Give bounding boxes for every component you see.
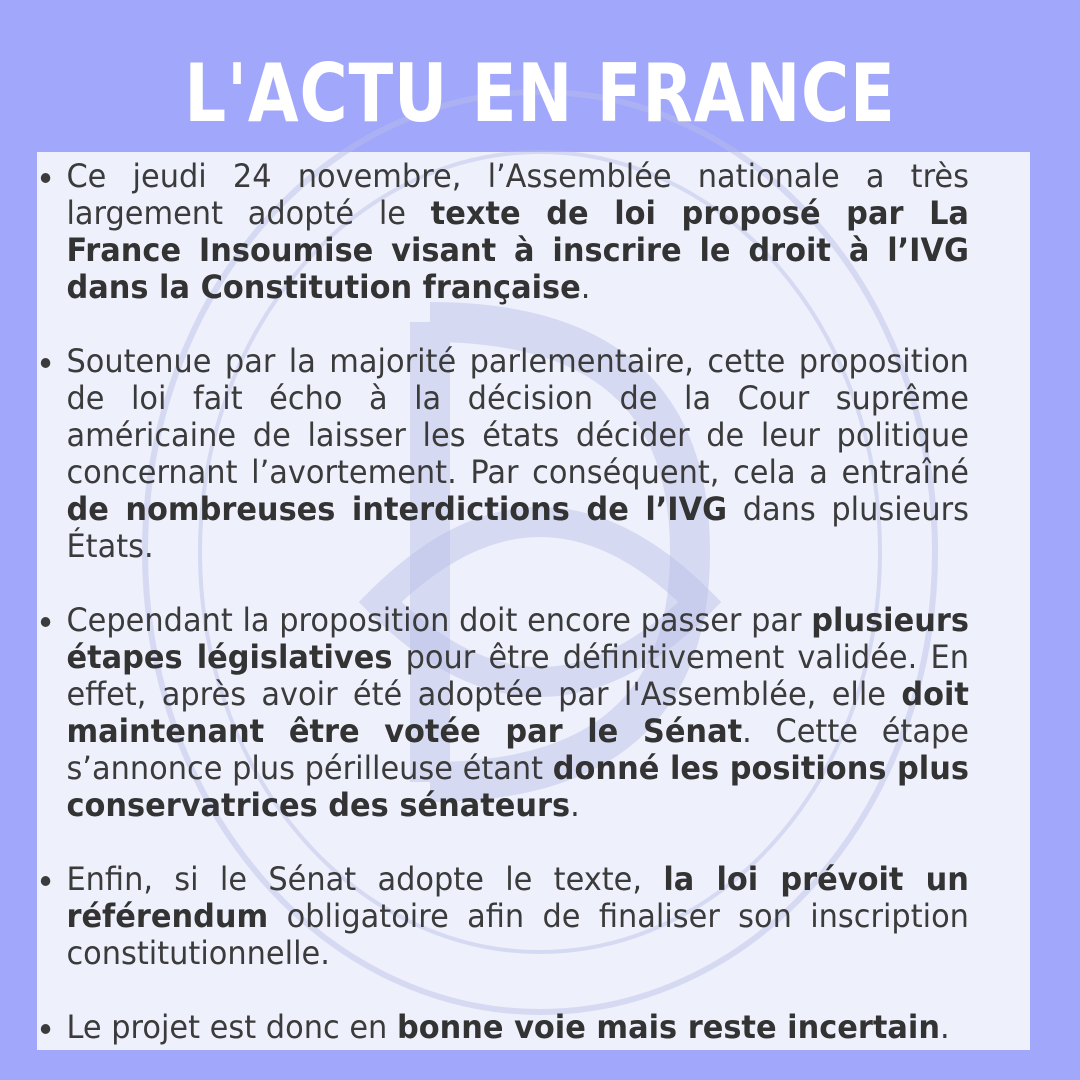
page-title: L'ACTU EN FRANCE: [184, 47, 896, 140]
item-text: Cependant la proposition doit encore passer par: [66, 601, 812, 639]
item-text: Soutenue par la majorité parlementaire, cette proposition de loi fait écho à la décision de la Cour suprême américaine de laisser les états décider de leur politique concernant l’avortement. Par conséquent, cela a entraîné: [66, 342, 969, 491]
item-text-bold: doit maintenant être votée par le Sénat: [66, 675, 969, 750]
item-text-bold: la loi prévoit un référendum: [66, 860, 969, 935]
item-text: Le projet est donc en: [66, 1008, 397, 1046]
item-text: .: [580, 268, 591, 306]
list-item: [37, 861, 969, 972]
item-text: dans plusieurs États.: [66, 490, 969, 565]
item-text: pour être définitivement validée. En effet, après avoir été adoptée par l'Assemblée, elle: [66, 638, 969, 713]
list-item: [37, 158, 969, 306]
item-text-bold: texte de loi proposé par La France Insoumise visant à inscrire le droit à l’IVG dans la Constitution française: [66, 194, 969, 306]
bullet-list: [37, 158, 1018, 1046]
article-body: [37, 158, 1018, 1046]
item-text-bold: bonne voie mais reste incertain: [396, 1008, 940, 1046]
item-text: . Cette étape s’annonce plus périlleuse étant: [66, 712, 969, 787]
item-text-bold: de nombreuses interdictions de l’IVG: [66, 490, 728, 528]
list-item: [37, 602, 969, 824]
list-item: [37, 343, 969, 565]
item-text: .: [939, 1008, 950, 1046]
list-item: [37, 1009, 969, 1046]
item-text: Enfin, si le Sénat adopte le texte,: [66, 860, 664, 898]
item-text: .: [570, 786, 580, 824]
item-text: Ce jeudi 24 novembre, l’Assemblée nationale a très largement adopté le: [66, 157, 969, 232]
item-text-bold: donné les positions plus conservatrices des sénateurs: [66, 749, 969, 824]
item-text-bold: plusieurs étapes législatives: [66, 601, 969, 676]
item-text: obligatoire afin de finaliser son inscription constitutionnelle.: [66, 897, 969, 972]
